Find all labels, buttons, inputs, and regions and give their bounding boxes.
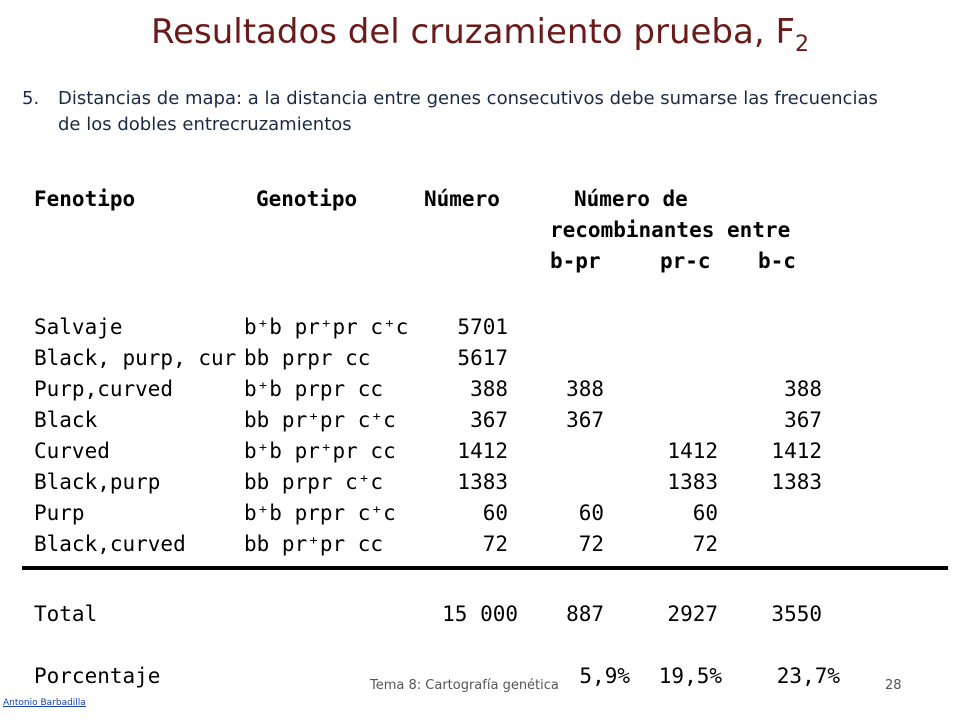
cell-genotipo: bb pr⁺pr c⁺c — [244, 408, 396, 432]
cell-genotipo: bb prpr c⁺c — [244, 470, 384, 494]
cell-b-c: 367 — [784, 408, 822, 432]
author-link[interactable]: Antonio Barbadilla — [3, 698, 86, 708]
page-number: 28 — [885, 678, 902, 693]
cell-pr-c: 60 — [692, 501, 718, 525]
total-b-c: 3550 — [771, 602, 822, 626]
cell-b-pr: 367 — [566, 408, 604, 432]
header-fenotipo: Fenotipo — [34, 187, 136, 211]
slide-title — [0, 12, 960, 57]
slide-title-subscript: 2 — [795, 31, 810, 57]
header-recombinantes-line2: recombinantes entre — [550, 218, 791, 242]
cell-b-pr: 60 — [578, 501, 604, 525]
cell-b-c: 1412 — [771, 439, 822, 463]
cell-b-c: 1383 — [771, 470, 822, 494]
porcentaje-b-pr: 5,9% — [579, 664, 630, 688]
cell-b-c: 388 — [784, 377, 822, 401]
cell-numero: 5701 — [457, 315, 508, 339]
cell-b-pr: 388 — [566, 377, 604, 401]
footer-topic: Tema 8: Cartografía genética — [370, 678, 559, 693]
cell-genotipo: bb prpr cc — [244, 346, 371, 370]
cell-pr-c: 1412 — [667, 439, 718, 463]
header-col-b-c: b-c — [758, 249, 796, 273]
total-pr-c: 2927 — [667, 602, 718, 626]
cell-numero: 72 — [482, 532, 508, 556]
cell-fenotipo: Black,purp — [34, 470, 161, 494]
total-b-pr: 887 — [566, 602, 604, 626]
header-col-b-pr: b-pr — [550, 249, 601, 273]
point-number: 5. — [22, 88, 40, 109]
cell-b-pr: 72 — [578, 532, 604, 556]
table-divider — [22, 566, 948, 570]
cell-genotipo: b⁺b prpr c⁺c — [244, 501, 396, 525]
cell-fenotipo: Curved — [34, 439, 110, 463]
cell-fenotipo: Black, purp, cur — [34, 346, 237, 370]
cell-fenotipo: Black — [34, 408, 98, 432]
cell-numero: 60 — [482, 501, 508, 525]
cell-numero: 5617 — [457, 346, 508, 370]
cell-genotipo: b⁺b pr⁺pr cc — [244, 439, 396, 463]
total-numero: 15 000 — [442, 602, 518, 626]
header-numero: Número — [424, 187, 500, 211]
cell-fenotipo: Salvaje — [34, 315, 123, 339]
cell-fenotipo: Purp — [34, 501, 85, 525]
porcentaje-label: Porcentaje — [34, 664, 161, 688]
header-genotipo: Genotipo — [256, 187, 358, 211]
point-text: Distancias de mapa: a la distancia entre genes consecutivos debe sumarse las frecuencias de los dobles entrecruzamientos — [58, 88, 878, 135]
cell-genotipo: bb pr⁺pr cc — [244, 532, 384, 556]
cell-pr-c: 1383 — [667, 470, 718, 494]
porcentaje-b-c: 23,7% — [776, 664, 840, 688]
cell-genotipo: b⁺b prpr cc — [244, 377, 384, 401]
cell-pr-c: 72 — [692, 532, 718, 556]
header-col-pr-c: pr-c — [660, 249, 711, 273]
cell-numero: 367 — [470, 408, 508, 432]
cell-fenotipo: Purp,curved — [34, 377, 174, 401]
cell-numero: 1383 — [457, 470, 508, 494]
porcentaje-pr-c: 19,5% — [658, 664, 722, 688]
cell-genotipo: b⁺b pr⁺pr c⁺c — [244, 315, 409, 339]
slide-title-text: Resultados del cruzamiento prueba, F — [150, 12, 796, 52]
total-label: Total — [34, 602, 98, 626]
cell-numero: 388 — [470, 377, 508, 401]
header-recombinantes-line1: Número de — [574, 187, 688, 211]
cell-numero: 1412 — [457, 439, 508, 463]
cell-fenotipo: Black,curved — [34, 532, 186, 556]
